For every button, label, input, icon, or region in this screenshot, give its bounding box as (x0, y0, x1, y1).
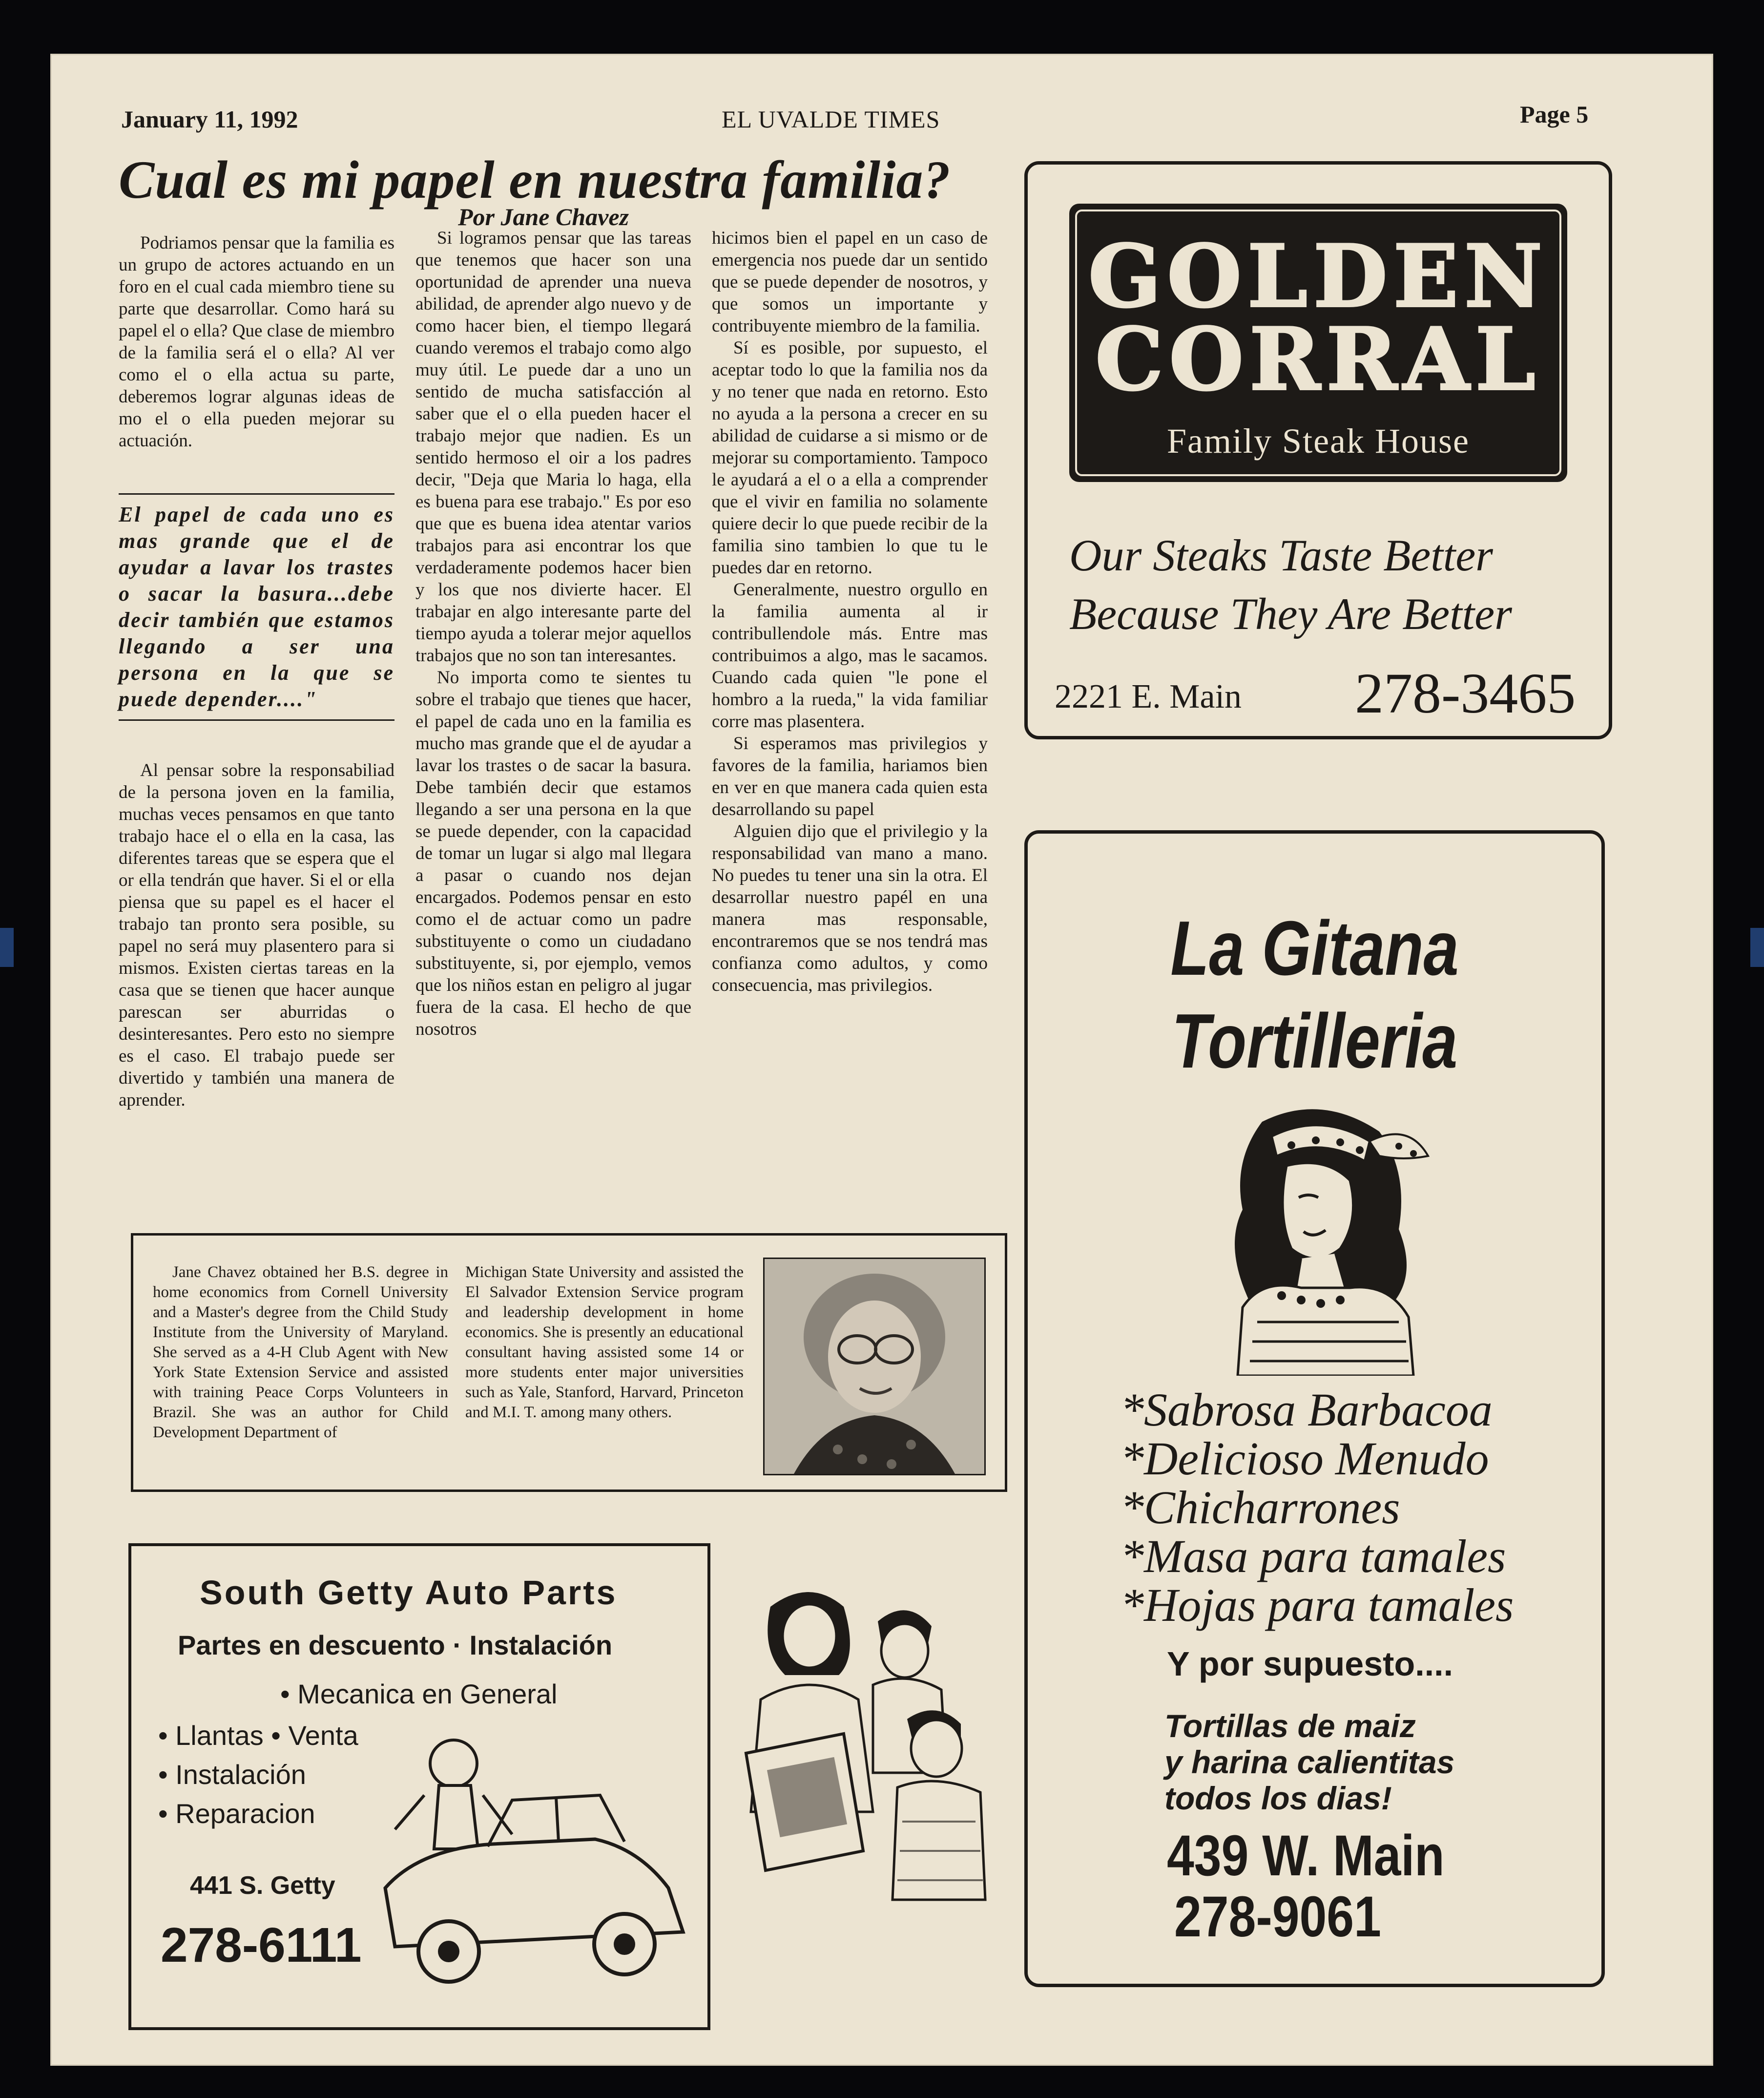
auto-parts-phone: 278-6111 (161, 1918, 362, 1972)
author-photo (763, 1258, 986, 1475)
slogan-line2: Because They Are Better (1069, 589, 1512, 639)
menu-item: *Hojas para tamales (1121, 1579, 1514, 1631)
article-column-1 (119, 232, 394, 452)
menu-list (1121, 1385, 1514, 1630)
restaurant-name-line1: GOLDEN (1088, 227, 1549, 327)
south-getty-auto-parts-ad (128, 1543, 710, 2030)
article-paragraph: hicimos bien el papel en un caso de emergencia nos puede dar un sentido que se puede depender de nosotros, y que somos un importante y contribuyente miembro de la familia. (712, 228, 988, 336)
menu-item: *Chicharrones (1121, 1481, 1400, 1533)
article-column-3 (712, 227, 988, 996)
author-portrait-image (765, 1259, 984, 1474)
menu-item: *Sabrosa Barbacoa (1121, 1384, 1493, 1436)
scan-edge-tab (0, 928, 14, 967)
article-column-1b (119, 759, 394, 1111)
restaurant-name-line2: CORRAL (1095, 310, 1541, 410)
la-gitana-ad (1024, 830, 1605, 1987)
golden-corral-logo (1069, 204, 1567, 482)
article-paragraph: Alguien dijo que el privilegio y la responsabilidad van mano a mano. No puedes tu tener una sin la otra. El desarrollar nuestro papél en una manera mas responsable, encontraremos que se nos tendrá mas confianza como adultos, y como consecuencia, mas privilegios. (712, 821, 988, 995)
bio-text: Jane Chavez obtained her B.S. degree in home economics from Cornell University and a Master's degree from the Child Study Institute from the University of Maryland. She served as a 4-H Club Agent with New York State Extension Service and assisted with training Peace Corps Volunteers in Brazil. She was an author for Child Development Department of (153, 1263, 448, 1441)
golden-corral-ad (1024, 161, 1612, 739)
bio-text: Michigan State University and assisted the El Salvador Extension Service program and leadership development in home economics. She is presently an educational consultant having assisted some 14 or more students enter major universities such as Yale, Stanford, Harvard, Princeton and M.I. T. among many others. (465, 1263, 744, 1421)
scan-edge-tab (1750, 928, 1764, 967)
article-paragraph: No importa como te sientes tu sobre el trabajo que tienes que hacer, el papel de cada uno en la familia es mucho mas grande que el de ayudar a lavar los trastes o de sacar la basura. Debe también decir que estamos llegando a ser una persona en la que se puede depender, con la capacidad de tomar un lugar si algo mal llegara a pasar o cuando nos dejan encargados. Podemos pensar en esto como el de actuar como un padre substituyente o como un ciudadano substituyente, si, por ejemplo, vemos que los niños estan en peligro al jugar fuera de la casa. El hecho de que nosotros (415, 668, 691, 1039)
tortilleria-name-line2: Tortilleria (1171, 998, 1458, 1084)
menu-item: *Delicioso Menudo (1121, 1432, 1489, 1485)
tortilleria-phone: 278-9061 (1174, 1885, 1381, 1949)
restaurant-phone: 278-3465 (1355, 661, 1576, 725)
tagline: Y por supuesto.... (1167, 1645, 1453, 1683)
service-item: • Mecanica en General (280, 1678, 558, 1709)
tortillas-line: Tortillas de maiz (1164, 1708, 1416, 1744)
auto-parts-name: South Getty Auto Parts (200, 1574, 618, 1612)
auto-parts-subtitle: Partes en descuento · Instalación (178, 1630, 613, 1660)
woman-with-headscarf-illustration (1204, 1102, 1438, 1376)
tortilleria-address: 439 W. Main (1167, 1824, 1445, 1888)
restaurant-address: 2221 E. Main (1055, 678, 1242, 715)
article-paragraph: Sí es posible, por supuesto, el aceptar todo lo que la familia nos da y no tener que nada en retorno. Esto no ayuda a la persona a crecer en su abilidad de cuidarse a si mismo or de mejorar su comportamiento. Tampoco le ayudará a el o a ella a comprender que el vivir en familia no solamente quiere decir lo que puede recibir de la familia sino tambien lo que tu le puedes dar en retorno. (712, 338, 988, 578)
newspaper-name: EL UVALDE TIMES (722, 105, 940, 133)
author-bio-box (131, 1233, 1007, 1492)
service-item: • Llantas • Venta (158, 1720, 358, 1751)
tortillas-line: todos los dias! (1164, 1780, 1392, 1816)
mechanic-and-car-illustration (366, 1727, 698, 2010)
article-paragraph: Generalmente, nuestro orgullo en la familia aumenta al ir contribullendole más. Entre mas contribuimos a algo, mas le sacamos. Cuando cada quien "le pone el hombro a la rueda," la vida familiar corre mas plasentera. (712, 580, 988, 732)
tortillas-description (1164, 1708, 1454, 1816)
bio-left-column (153, 1262, 448, 1443)
article-paragraph: Al pensar sobre la responsabiliad de la persona joven en la familia, muchas veces pensamos en que tanto trabajo hace el o ella en la casa, las diferentes tareas que se espera que el or ella tendrán que haver. Si el or ella piensa que su papel es el hacer el trabajo tan pronto sera posible, su papel no será muy plasentero para si mismos. Existen ciertas tareas en la casa que se tienen que hacer aunque parescan ser aburridas o desinteresantes. Pero esto no siempre es el caso. El trabajo puede ser divertido y también una manera de aprender. (119, 760, 394, 1110)
restaurant-subtitle: Family Steak House (1167, 421, 1470, 461)
article-paragraph: Si esperamos mas privilegios y favores de la familia, hariamos bien en ver en que manera cada quien esta desarrollando su papel (712, 734, 988, 819)
article-byline: Por Jane Chavez (458, 203, 629, 231)
article-paragraph: Si logramos pensar que las tareas que tenemos que hacer son una oportunidad de aprender una nueva abilidad, de aprender algo nuevo y de como hacer bien, el tiempo llegará cuando veremos el trabajo como algo muy útil. Le puede dar a uno un sentido de mucha satisfacción al saber que el o ella pueden hacer el trabajo mejor que nadien. Es un sentido hermoso el oir a los padres decir, "Deja que Maria lo haga, ella es buena para ese trabajo." Es por eso que que es buena idea atentar varios trabajos para asi encontrar los que verdaderamente podemos hacer bien y los que nos divierte hacer. El trabajar en algo interesante parte del tiempo ayuda a tolerar mejor aquellos trabajos que no son tan interesantes. (415, 228, 691, 666)
mother-reading-to-children-illustration (731, 1577, 1005, 1909)
pull-quote: El papel de cada uno es mas grande que el de ayudar a lavar los trastes o sacar la basura...debe decir también que estamos llegando a ser una persona en la que se puede depender...." (119, 493, 394, 721)
article-column-2 (415, 227, 691, 1040)
page-number: Page 5 (1520, 101, 1589, 128)
service-item: • Instalación (158, 1759, 306, 1790)
tortillas-line: y harina calientitas (1164, 1744, 1455, 1780)
article-headline: Cual es mi papel en nuestra familia? (119, 150, 951, 210)
menu-item: *Masa para tamales (1121, 1530, 1506, 1582)
bio-right-column (465, 1262, 744, 1423)
service-item: • Reparacion (158, 1798, 315, 1829)
auto-parts-address: 441 S. Getty (190, 1871, 335, 1900)
newspaper-page (50, 54, 1713, 2066)
tortilleria-name-line1: La Gitana (1170, 905, 1459, 991)
slogan-line1: Our Steaks Taste Better (1069, 530, 1493, 580)
issue-date: January 11, 1992 (121, 105, 298, 133)
article-paragraph: Podriamos pensar que la familia es un grupo de actores actuando en un foro en el cual cada miembro tiene su parte que desarrollar. Como hará su papel el o ella? Que clase de miembro de la familia será el o ella? Al ver como el o ella actua su parte, deberemos lograr algunas ideas de mo el o ella pueden mejorar su actuación. (119, 233, 394, 451)
